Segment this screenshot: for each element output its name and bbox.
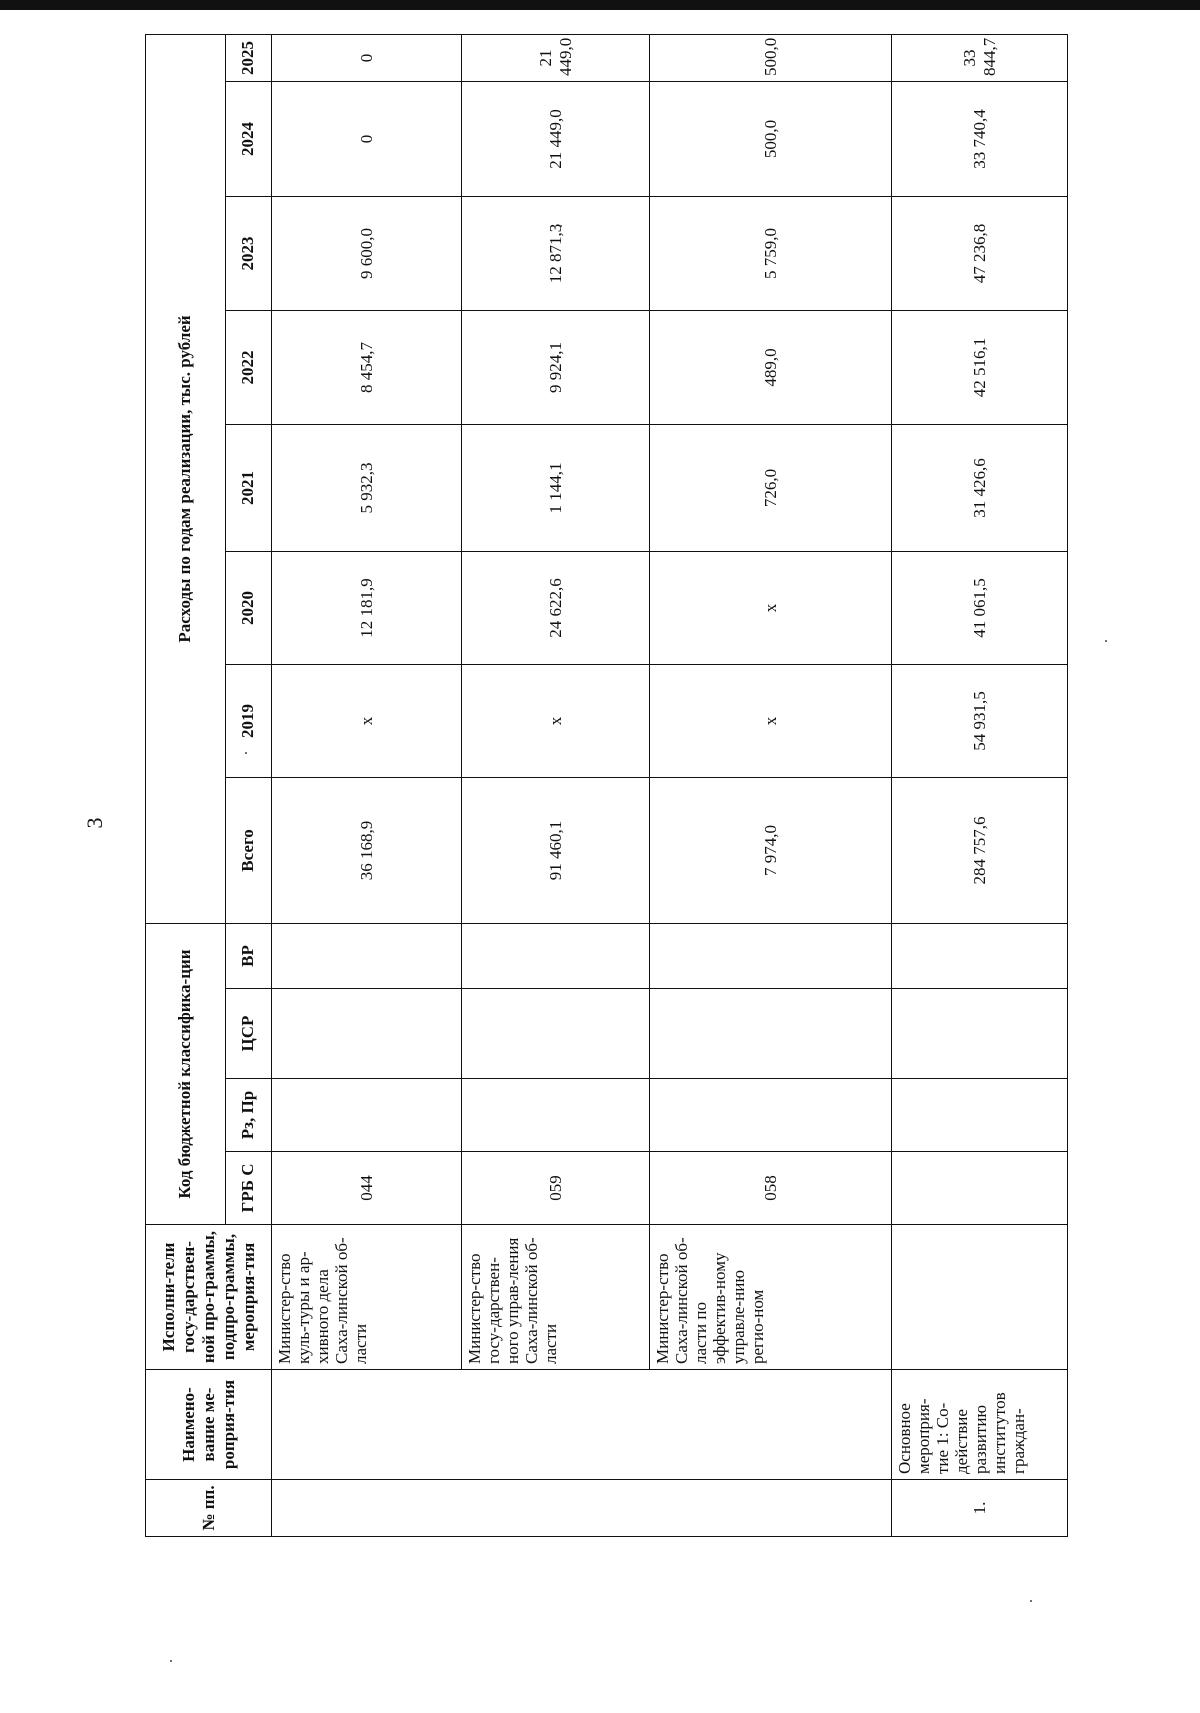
table-row — [892, 34, 1068, 1536]
row-vr — [272, 923, 462, 988]
row-2019: x — [272, 664, 462, 777]
row-total: 284 757,6 — [892, 777, 1068, 923]
row-grbs: 058 — [650, 1152, 892, 1225]
row-2022: 9 924,1 — [461, 310, 649, 424]
header-year-2020: 2020 — [225, 551, 272, 664]
row-executor: Министер-ство куль-туры и ар-хивного дела Саха-линской об-ласти — [272, 1225, 462, 1370]
scan-speck — [1105, 640, 1107, 642]
row-2023: 47 236,8 — [892, 196, 1068, 310]
row-csr — [892, 989, 1068, 1079]
row-2024: 21 449,0 — [461, 81, 649, 196]
row-2024: 33 740,4 — [892, 81, 1068, 196]
header-executors: Исполни-тели госу-дарствен-ной про-граммы, подпро-граммы, мероприя-тия — [146, 1225, 272, 1370]
row-2023: 9 600,0 — [272, 196, 462, 310]
row-2022: 42 516,1 — [892, 310, 1068, 424]
header-year-2021: 2021 — [225, 424, 272, 551]
row-rz — [461, 1079, 649, 1152]
row-executor: Министер-ство госу-дарствен-ного управ-ления Саха-линской об-ласти — [461, 1225, 649, 1370]
row-2025: 500,0 — [650, 34, 892, 81]
row-total: 91 460,1 — [461, 777, 649, 923]
row-2022: 8 454,7 — [272, 310, 462, 424]
header-year-2023: 2023 — [225, 196, 272, 310]
header-code-group: Код бюджетной классифика-ции — [146, 923, 226, 1224]
header-total: Всего — [225, 777, 272, 923]
header-grbs: ГРБ С — [225, 1152, 272, 1225]
row-2021: 726,0 — [650, 424, 892, 551]
row-executor: Министер-ство Саха-линской об-ласти по эффектив-ному управле-нию регио-ном — [650, 1225, 892, 1370]
row-2020: 24 622,6 — [461, 551, 649, 664]
row-vr — [892, 923, 1068, 988]
row-2024: 0 — [272, 81, 462, 196]
row-2019: x — [461, 664, 649, 777]
row-csr — [272, 989, 462, 1079]
row-csr — [650, 989, 892, 1079]
header-vr: ВР — [225, 923, 272, 988]
row-vr — [461, 923, 649, 988]
row-2021: 1 144,1 — [461, 424, 649, 551]
header-year-2022: 2022 — [225, 310, 272, 424]
page-number: 3 — [82, 817, 107, 829]
row-total: 36 168,9 — [272, 777, 462, 923]
header-row-1 — [146, 34, 226, 1536]
row-grbs: 044 — [272, 1152, 462, 1225]
row-name — [272, 1370, 892, 1480]
row-csr — [461, 989, 649, 1079]
row-2020: 12 181,9 — [272, 551, 462, 664]
row-rz — [272, 1079, 462, 1152]
top-border-rule — [0, 0, 1200, 10]
header-csr: ЦСР — [225, 989, 272, 1079]
rotated-table-container — [145, 35, 1068, 1537]
row-2019: x — [650, 664, 892, 777]
header-num: № пп. — [146, 1480, 272, 1537]
row-grbs: 059 — [461, 1152, 649, 1225]
scan-speck — [1030, 1600, 1032, 1602]
row-2024: 500,0 — [650, 81, 892, 196]
row-executor — [892, 1225, 1068, 1370]
row-2023: 12 871,3 — [461, 196, 649, 310]
row-vr — [650, 923, 892, 988]
header-name: Наимено-вание ме-роприя-тия — [146, 1370, 272, 1480]
row-2025: 33 844,7 — [892, 34, 1068, 81]
scan-speck — [170, 1660, 172, 1662]
row-2019: 54 931,5 — [892, 664, 1068, 777]
table-row — [461, 34, 649, 1536]
header-year-2025: 2025 — [225, 34, 272, 81]
row-2021: 31 426,6 — [892, 424, 1068, 551]
header-year-2024: 2024 — [225, 81, 272, 196]
row-2020: 41 061,5 — [892, 551, 1068, 664]
header-year-2019: 2019 — [225, 664, 272, 777]
row-2025: 0 — [272, 34, 462, 81]
row-2025: 21 449,0 — [461, 34, 649, 81]
table-row — [272, 34, 462, 1536]
row-name: Основное мероприя-тие 1: Со-действие развитию институтов граждан- — [892, 1370, 1068, 1480]
header-rz: Рз, Пр — [225, 1079, 272, 1152]
row-total: 7 974,0 — [650, 777, 892, 923]
row-grbs — [892, 1152, 1068, 1225]
row-rz — [892, 1079, 1068, 1152]
row-rz — [650, 1079, 892, 1152]
row-num — [272, 1480, 892, 1537]
table-row — [650, 34, 892, 1536]
header-expense-group: Расходы по годам реализации, тыс. рублей — [146, 34, 226, 923]
budget-table — [145, 34, 1068, 1537]
row-2023: 5 759,0 — [650, 196, 892, 310]
row-2020: x — [650, 551, 892, 664]
row-num: 1. — [892, 1480, 1068, 1537]
row-2022: 489,0 — [650, 310, 892, 424]
row-2021: 5 932,3 — [272, 424, 462, 551]
